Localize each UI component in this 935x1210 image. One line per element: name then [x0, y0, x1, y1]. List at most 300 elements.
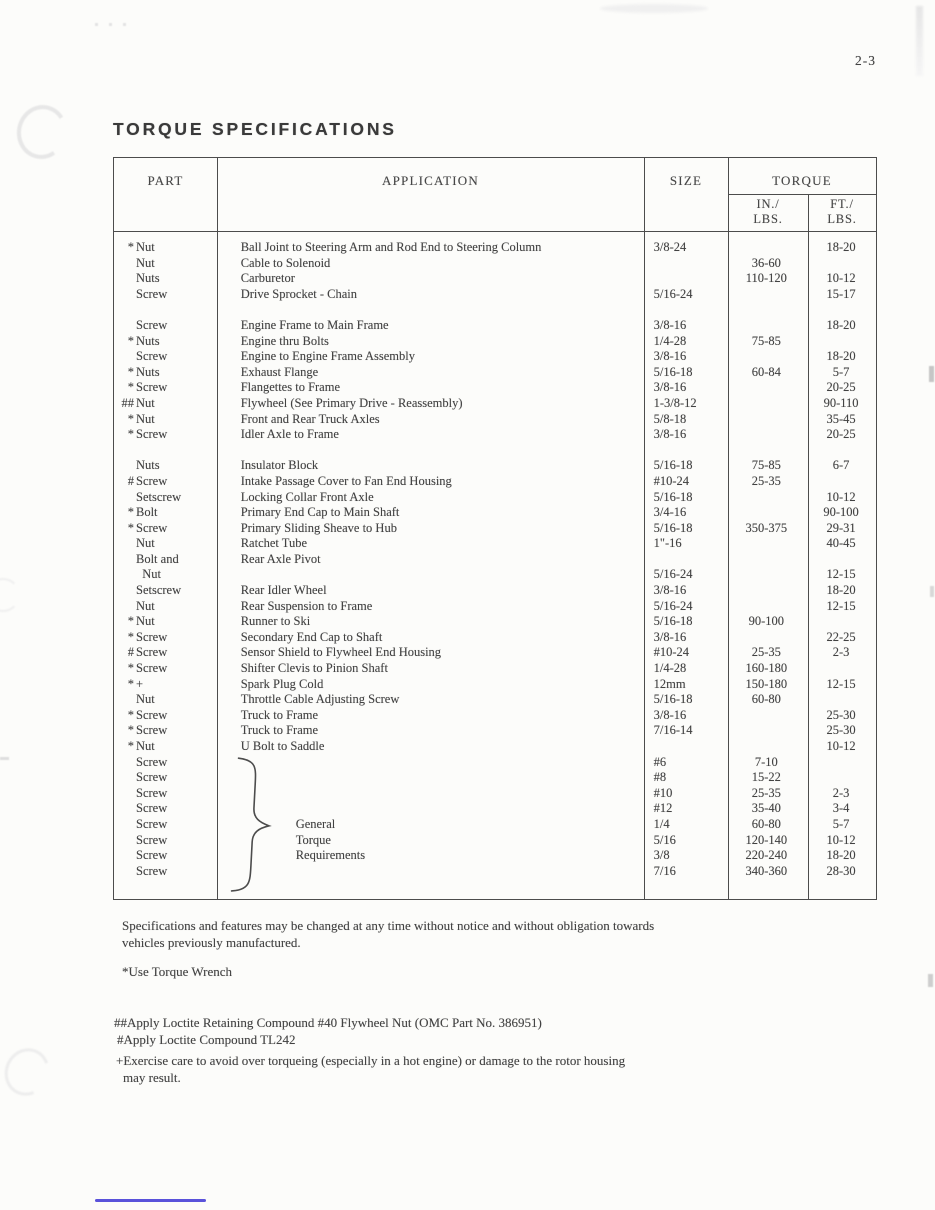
cell-application: Engine Frame to Main Frame	[240, 317, 389, 332]
cell-part	[114, 490, 217, 506]
scan-artifact-smudge	[600, 4, 708, 13]
part-prefix	[114, 848, 134, 864]
table-row	[114, 739, 876, 755]
cell-application: Flywheel (See Primary Drive - Reassembly)	[240, 395, 463, 410]
part-prefix	[114, 755, 134, 771]
cell-part	[114, 536, 217, 552]
cell-application: Secondary End Cap to Shaft	[240, 629, 383, 644]
cell-in-lbs	[726, 287, 806, 303]
cell-ft-lbs: 35-45	[826, 411, 856, 426]
table-row	[114, 661, 876, 677]
cell-in-lbs	[726, 708, 806, 724]
cell-ft-lbs: 12-15	[826, 567, 856, 582]
cell-in-lbs	[726, 349, 806, 365]
part-prefix	[114, 599, 134, 615]
cell-ft-lbs: 18-20	[826, 240, 856, 254]
cell-size: 3/8-24	[653, 240, 687, 254]
cell-part	[114, 599, 217, 615]
cell-ft-lbs: 2-3	[832, 645, 850, 660]
part-name: Setscrew	[136, 489, 182, 504]
cell-size	[643, 739, 727, 755]
header-part: PART	[147, 173, 184, 188]
part-prefix: *	[127, 240, 134, 254]
cell-size: 3/8-16	[653, 583, 687, 598]
loctite-compound-note: #Apply Loctite Compound TL242	[117, 1032, 296, 1047]
part-prefix: *	[127, 333, 134, 348]
cell-ft-lbs: 18-20	[826, 317, 856, 332]
cell-size: 3/8-16	[653, 380, 687, 395]
cell-application: U Bolt to Saddle	[240, 739, 325, 753]
part-prefix	[114, 349, 134, 365]
part-prefix	[114, 318, 134, 334]
header-size: SIZE	[669, 173, 703, 188]
table-row	[114, 677, 876, 693]
cell-in-lbs	[726, 567, 806, 583]
cell-in-lbs	[726, 380, 806, 396]
cell-part	[114, 256, 217, 272]
cell-size	[643, 256, 727, 272]
cell-application: Primary Sliding Sheave to Hub	[240, 520, 397, 535]
part-name: Screw	[136, 645, 168, 660]
part-name: Screw	[136, 473, 168, 488]
table-row	[114, 287, 876, 303]
loctite-retaining-note: ##Apply Loctite Retaining Compound #40 Flywheel Nut (OMC Part No. 386951)	[114, 1015, 542, 1030]
cell-part	[114, 833, 217, 849]
cell-size: 3/8-16	[653, 427, 687, 442]
table-row	[114, 630, 876, 646]
table-row	[114, 412, 876, 428]
cell-in-lbs	[726, 536, 806, 552]
part-prefix	[114, 552, 134, 568]
part-name: Screw	[136, 848, 168, 863]
header-in-lbs-line2: LBS.	[753, 211, 783, 226]
cell-part	[114, 458, 217, 474]
table-row	[114, 521, 876, 537]
table-row	[114, 271, 876, 287]
cell-part	[114, 645, 217, 661]
scan-artifact-ring	[0, 1041, 57, 1103]
cell-in-lbs	[726, 630, 806, 646]
cell-in-lbs: 25-35	[751, 645, 781, 660]
cell-application: Truck to Frame	[240, 707, 319, 722]
cell-part	[114, 630, 217, 646]
cell-ft-lbs	[806, 256, 876, 272]
cell-part	[114, 412, 217, 428]
part-prefix	[114, 786, 134, 802]
cell-part	[114, 801, 217, 817]
table-row	[114, 365, 876, 381]
part-name: Nuts	[136, 333, 160, 348]
part-prefix	[114, 864, 134, 880]
cell-part	[114, 817, 217, 833]
scan-artifact-tick	[930, 586, 934, 597]
part-name: +	[136, 676, 144, 691]
cell-part	[114, 427, 217, 443]
cell-application: Exhaust Flange	[240, 364, 319, 379]
cell-part	[114, 864, 217, 880]
part-prefix	[114, 490, 134, 506]
cell-in-lbs	[726, 552, 806, 568]
part-prefix	[114, 567, 134, 583]
page-number: 2-3	[855, 53, 876, 68]
table-header	[114, 158, 876, 231]
part-name: Screw	[136, 863, 168, 878]
cell-ft-lbs	[806, 755, 876, 771]
cell-application: Rear Suspension to Frame	[240, 598, 373, 613]
cell-application: Idler Axle to Frame	[240, 427, 339, 442]
cell-size: #12	[653, 801, 673, 816]
page-title: TORQUE SPECIFICATIONS	[113, 119, 397, 139]
torque-wrench-note: *Use Torque Wrench	[122, 964, 232, 979]
part-prefix: *	[127, 364, 134, 379]
cell-size: 5/16-18	[653, 520, 693, 535]
cell-ft-lbs: 15-17	[826, 286, 856, 301]
part-name: Nut	[136, 536, 155, 551]
part-name: Screw	[136, 427, 168, 442]
scan-artifact-ring	[0, 578, 20, 612]
table-row	[114, 396, 876, 412]
cell-in-lbs: 120-140	[745, 832, 788, 847]
cell-part	[114, 661, 217, 677]
part-name: Screw	[136, 816, 168, 831]
part-prefix	[114, 583, 134, 599]
cell-ft-lbs: 90-110	[823, 395, 859, 410]
cell-in-lbs: 15-22	[751, 770, 781, 785]
table-row	[114, 723, 876, 739]
cell-application: Engine to Engine Frame Assembly	[240, 349, 415, 364]
part-name: Bolt	[136, 505, 158, 520]
table-row	[114, 645, 876, 661]
cell-in-lbs: 350-375	[745, 520, 788, 535]
cell-application: Spark Plug Cold	[240, 676, 324, 691]
header-torque: TORQUE	[772, 173, 832, 188]
cell-ft-lbs: 10-12	[826, 832, 856, 847]
cell-ft-lbs: 2-3	[832, 785, 850, 800]
cell-application: Primary End Cap to Main Shaft	[240, 505, 400, 520]
part-prefix: *	[127, 614, 134, 629]
cell-part	[114, 287, 217, 303]
cell-size: 7/16	[653, 863, 676, 878]
cell-size: 5/16-18	[653, 489, 693, 504]
scan-artifact-ring	[12, 100, 72, 163]
cell-application: Rear Axle Pivot	[240, 551, 321, 566]
table-row	[114, 692, 876, 708]
part-prefix: *	[127, 661, 134, 676]
cell-size: 5/16-18	[653, 692, 693, 707]
table-row	[114, 256, 876, 272]
table-row	[114, 458, 876, 474]
cell-application: Insulator Block	[240, 458, 319, 473]
cell-application: Shifter Clevis to Pinion Shaft	[240, 661, 388, 676]
cell-in-lbs: 60-80	[751, 692, 781, 707]
part-name: Screw	[136, 785, 168, 800]
cell-size: 3/8-16	[653, 317, 687, 332]
cell-ft-lbs: 25-30	[826, 707, 856, 722]
cell-part	[114, 380, 217, 396]
cell-part	[114, 552, 217, 568]
part-name: Nut	[136, 567, 161, 582]
cell-in-lbs	[726, 240, 806, 256]
cell-part	[114, 521, 217, 537]
cell-application: Ball Joint to Steering Arm and Rod End to Steering Column	[240, 240, 542, 254]
cell-in-lbs: 90-100	[748, 614, 784, 629]
cell-in-lbs: 60-80	[751, 816, 781, 831]
part-name: Nut	[136, 395, 155, 410]
part-prefix: *	[127, 739, 134, 753]
disclaimer-line2: vehicles previously manufactured.	[122, 935, 301, 950]
cell-application: Throttle Cable Adjusting Screw	[240, 692, 400, 707]
table-row	[114, 599, 876, 615]
scan-artifact-tick	[929, 366, 934, 382]
table-row	[114, 552, 876, 568]
grouping-brace	[219, 755, 286, 898]
cell-ft-lbs	[806, 770, 876, 786]
table-row	[114, 318, 876, 334]
cell-size: 3/4-16	[653, 505, 687, 520]
cell-part	[114, 318, 217, 334]
cell-application: Locking Collar Front Axle	[240, 489, 374, 504]
cell-in-lbs	[726, 427, 806, 443]
cell-in-lbs	[726, 318, 806, 334]
part-prefix	[114, 271, 134, 287]
cell-ft-lbs: 20-25	[826, 427, 856, 442]
cell-ft-lbs: 5-7	[832, 816, 850, 831]
part-prefix: *	[127, 427, 134, 442]
part-name: Screw	[136, 707, 168, 722]
cell-application: Cable to Solenoid	[240, 255, 331, 270]
part-prefix: *	[127, 520, 134, 535]
cell-in-lbs	[726, 739, 806, 755]
table-row	[114, 536, 876, 552]
cell-in-lbs	[726, 723, 806, 739]
cell-in-lbs	[726, 583, 806, 599]
cell-in-lbs	[726, 412, 806, 428]
part-name: Nut	[136, 240, 155, 254]
part-name: Bolt and	[136, 551, 179, 566]
cell-in-lbs: 25-35	[751, 473, 781, 488]
cell-application: Ratchet Tube	[240, 536, 308, 551]
cell-size: 1/4-28	[653, 661, 687, 676]
cell-size: 3/8-16	[653, 707, 687, 722]
cell-application: General	[295, 816, 336, 831]
cell-part	[114, 708, 217, 724]
part-prefix	[114, 256, 134, 272]
cell-in-lbs: 35-40	[751, 801, 781, 816]
cell-application: Engine thru Bolts	[240, 333, 329, 348]
cell-size: #10-24	[653, 645, 690, 660]
scan-artifact-dots	[95, 23, 129, 26]
cell-ft-lbs: 10-12	[826, 739, 856, 753]
cell-ft-lbs	[806, 692, 876, 708]
cell-application: Front and Rear Truck Axles	[240, 411, 380, 426]
part-name: Nuts	[136, 364, 160, 379]
cell-size: #8	[653, 770, 667, 785]
table-row	[114, 505, 876, 521]
cell-part	[114, 505, 217, 521]
header-ft-lbs	[808, 197, 876, 226]
cell-size: 7/16-14	[653, 723, 693, 738]
part-prefix	[114, 536, 134, 552]
cell-ft-lbs: 20-25	[826, 380, 856, 395]
cell-part	[114, 786, 217, 802]
cell-in-lbs: 220-240	[745, 848, 788, 863]
cell-in-lbs	[726, 490, 806, 506]
cell-size: #10-24	[653, 473, 690, 488]
cell-application: Requirements	[295, 848, 366, 863]
cell-size: 3/8	[653, 848, 670, 863]
cell-size: 5/16-18	[653, 458, 693, 473]
cell-part	[114, 848, 217, 864]
cell-size: #6	[653, 754, 667, 769]
cell-part	[114, 770, 217, 786]
cell-size: 5/8-18	[653, 411, 687, 426]
cell-in-lbs: 110-120	[745, 271, 787, 286]
cell-part	[114, 692, 217, 708]
cell-ft-lbs: 90-100	[823, 505, 859, 520]
scan-artifact-tick	[928, 974, 933, 987]
over-torque-line1: +Exercise care to avoid over torqueing (especially in a hot engine) or damage to the rotor housing	[116, 1053, 626, 1068]
part-prefix	[114, 801, 134, 817]
cell-part	[114, 739, 217, 755]
part-prefix: *	[127, 723, 134, 738]
cell-application: Drive Sprocket - Chain	[240, 286, 358, 301]
cell-part	[114, 614, 217, 630]
cell-part	[114, 240, 217, 256]
cell-ft-lbs	[806, 614, 876, 630]
cell-ft-lbs: 18-20	[826, 583, 856, 598]
cell-part	[114, 271, 217, 287]
cell-size	[643, 552, 727, 568]
cell-size: 5/16-24	[653, 598, 693, 613]
cell-in-lbs: 60-84	[751, 364, 781, 379]
cell-ft-lbs: 29-31	[826, 520, 856, 535]
part-name: Screw	[136, 629, 168, 644]
scan-artifact-streak	[916, 6, 923, 76]
table-row	[114, 427, 876, 443]
header-in-lbs	[728, 197, 808, 226]
table-row	[114, 708, 876, 724]
cell-part	[114, 677, 217, 693]
cell-in-lbs: 25-35	[751, 785, 781, 800]
cell-ft-lbs: 22-25	[826, 629, 856, 644]
cell-application: Torque	[295, 832, 331, 847]
cell-ft-lbs	[806, 661, 876, 677]
part-name: Nut	[136, 255, 155, 270]
part-name: Screw	[136, 754, 168, 769]
table-row	[114, 474, 876, 490]
part-prefix	[114, 287, 134, 303]
cell-in-lbs	[726, 505, 806, 521]
cell-part	[114, 583, 217, 599]
cell-part	[114, 723, 217, 739]
table-row	[114, 240, 876, 256]
cell-size: 1-3/8-12	[653, 395, 697, 410]
cell-size: 1/4-28	[653, 333, 687, 348]
cell-size: 1/4	[653, 816, 670, 831]
cell-ft-lbs: 6-7	[832, 458, 850, 473]
cell-part	[114, 349, 217, 365]
header-in-lbs-line1: IN./	[756, 197, 780, 211]
over-torque-line2: may result.	[123, 1070, 181, 1085]
part-prefix	[114, 692, 134, 708]
cell-application: Truck to Frame	[240, 723, 319, 738]
cell-ft-lbs: 18-20	[826, 848, 856, 863]
part-prefix	[114, 770, 134, 786]
cell-size: 12mm	[653, 676, 686, 691]
part-name: Nuts	[136, 271, 160, 286]
cell-application: Rear Idler Wheel	[240, 583, 327, 598]
cell-part	[114, 334, 217, 350]
cell-ft-lbs: 5-7	[832, 364, 850, 379]
part-name: Screw	[136, 661, 168, 676]
table-row	[114, 583, 876, 599]
part-name: Nut	[136, 614, 155, 629]
part-name: Setscrew	[136, 583, 182, 598]
cell-in-lbs: 75-85	[751, 333, 781, 348]
part-name: Screw	[136, 832, 168, 847]
part-prefix: ##	[121, 395, 134, 410]
cell-application: Flangettes to Frame	[240, 380, 341, 395]
part-prefix: *	[127, 707, 134, 722]
cell-in-lbs: 340-360	[745, 863, 788, 878]
cell-size	[643, 271, 727, 287]
cell-size: #10	[653, 785, 673, 800]
part-prefix: *	[127, 411, 134, 426]
cell-ft-lbs: 12-15	[826, 598, 856, 613]
part-name: Screw	[136, 723, 168, 738]
part-prefix	[114, 458, 134, 474]
cell-ft-lbs: 18-20	[826, 349, 856, 364]
part-name: Screw	[136, 520, 168, 535]
cell-part	[114, 755, 217, 771]
table-row	[114, 490, 876, 506]
header-ft-lbs-line1: FT./	[830, 197, 854, 211]
part-prefix: #	[127, 473, 134, 488]
part-name: Nut	[136, 598, 155, 613]
scan-artifact-mark	[0, 757, 9, 760]
cell-part	[114, 365, 217, 381]
cell-in-lbs: 160-180	[745, 661, 788, 676]
part-name: Nut	[136, 411, 155, 426]
cell-size: 3/8-16	[653, 349, 687, 364]
part-prefix: *	[127, 629, 134, 644]
cell-size: 5/16-18	[653, 614, 693, 629]
cell-in-lbs: 150-180	[745, 676, 788, 691]
table-row	[114, 380, 876, 396]
cell-ft-lbs: 28-30	[826, 863, 856, 878]
part-name: Screw	[136, 380, 168, 395]
part-prefix: #	[127, 645, 134, 660]
cell-in-lbs: 36-60	[751, 255, 781, 270]
cell-ft-lbs: 12-15	[826, 676, 856, 691]
table-row-spacer	[114, 443, 876, 459]
part-prefix: *	[127, 676, 134, 691]
part-name: Screw	[136, 317, 168, 332]
table-row-spacer	[114, 302, 876, 318]
cell-ft-lbs: 25-30	[826, 723, 856, 738]
cell-ft-lbs	[806, 474, 876, 490]
cell-application: Carburetor	[240, 271, 295, 286]
header-ft-lbs-line2: LBS.	[827, 211, 857, 226]
over-torque-warning	[116, 1052, 816, 1086]
cell-ft-lbs: 10-12	[826, 489, 856, 504]
cell-size: 1"-16	[653, 536, 682, 551]
part-name: Screw	[136, 286, 168, 301]
cell-part	[114, 567, 217, 583]
part-name: Nuts	[136, 458, 160, 473]
disclaimer-line1: Specifications and features may be changed at any time without notice and without obligation towards	[122, 918, 655, 933]
cell-size: 5/16	[653, 832, 676, 847]
